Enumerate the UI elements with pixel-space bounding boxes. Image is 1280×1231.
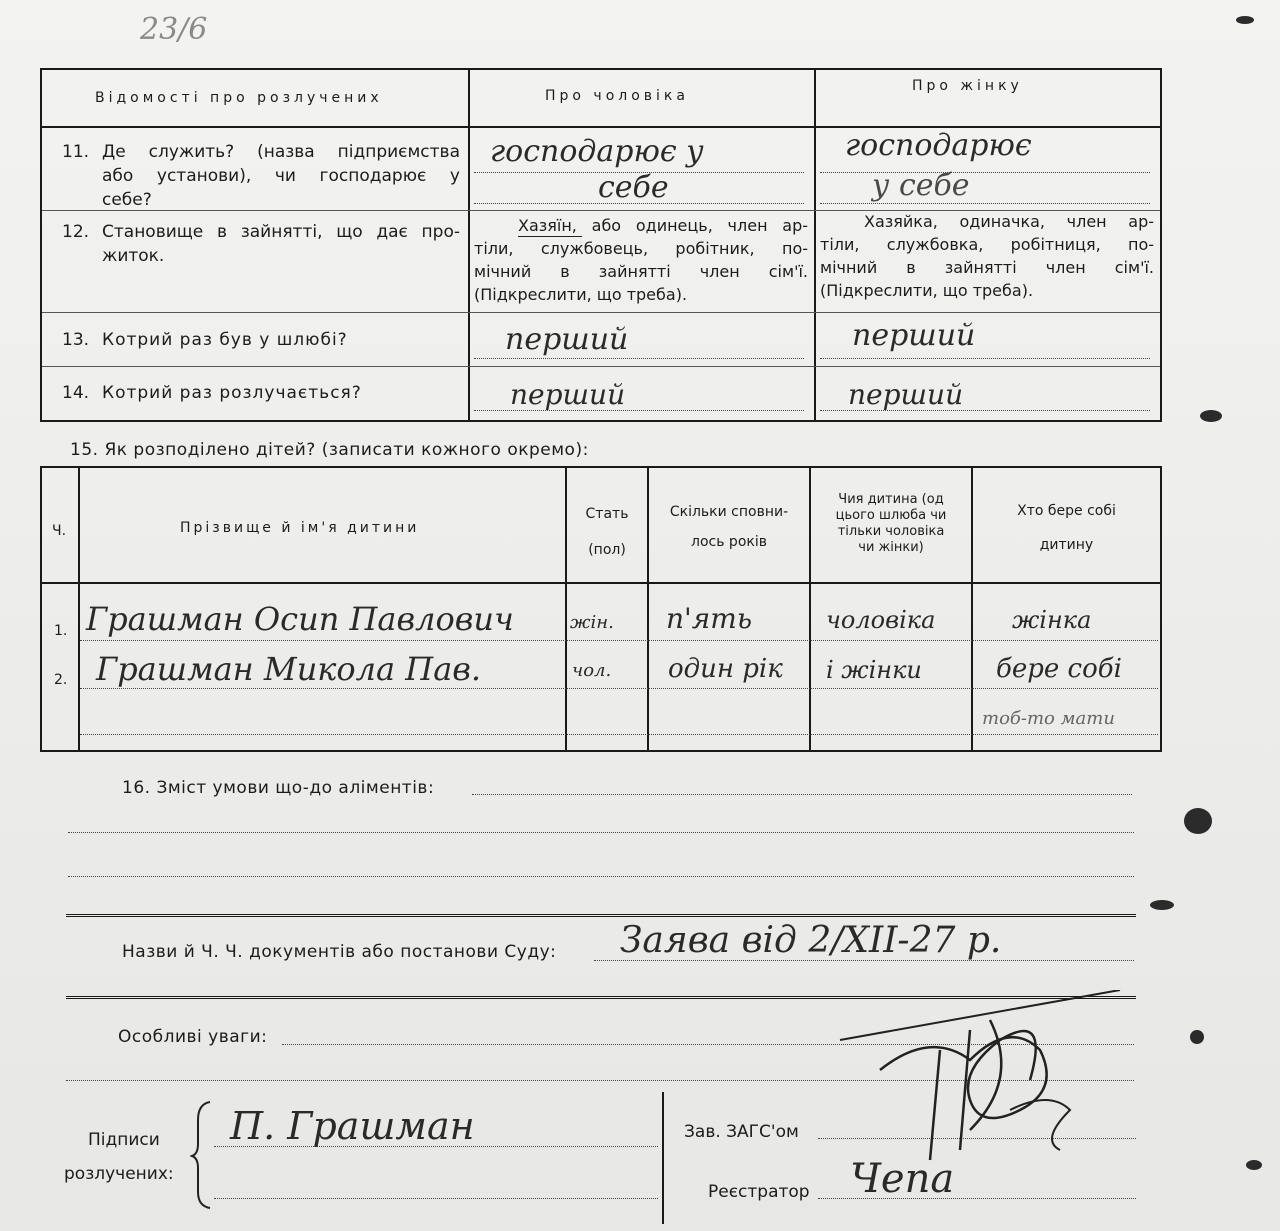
child1-no: 1. xyxy=(54,623,68,639)
row11-husband-answer-1: господарює у xyxy=(490,134,704,169)
child1-name: Грашман Осип Павлович xyxy=(86,600,514,638)
row14-question: Котрий раз розлучається? xyxy=(102,383,362,403)
row12-question: Становище в зайнятті, що дає про- житок. xyxy=(102,222,460,266)
underline-mark xyxy=(518,236,582,237)
header-child-name: Прізвище й ім'я дитини xyxy=(180,520,420,536)
header-wife: Про жінку xyxy=(912,78,1023,94)
registrar-signature: Чепа xyxy=(850,1156,955,1202)
row11-wife-answer-1: господарює xyxy=(845,128,1032,163)
header-husband: Про чоловіка xyxy=(545,88,689,104)
child1-takes: жінка xyxy=(1012,606,1092,634)
header-takes: Хто бере собі дитину xyxy=(1017,503,1116,553)
header-info: Відомості про розлучених xyxy=(95,90,383,106)
corner-number: 23/6 xyxy=(140,12,208,47)
row14-wife-answer: перший xyxy=(848,378,964,411)
child2-sex: чол. xyxy=(572,660,612,681)
row11-question: Де служить? (назва підприємства або установи), чи господарює у себе? xyxy=(102,142,460,210)
row11-number: 11. xyxy=(62,142,90,162)
child2-no: 2. xyxy=(54,672,68,688)
row14-number: 14. xyxy=(62,383,90,403)
row13-wife-answer: перший xyxy=(852,318,976,353)
registrar-label: Реєстратор xyxy=(708,1182,810,1202)
brace-bracket xyxy=(190,1100,214,1210)
row11-wife-answer-2: у себе xyxy=(872,168,970,203)
remarks-label: Особливі уваги: xyxy=(118,1027,268,1047)
header-no: Ч. xyxy=(52,523,67,539)
child1-sex: жін. xyxy=(570,612,614,633)
documents-value: Заява від 2/XII-27 р. xyxy=(620,920,1002,961)
row12-husband-options: Хазяїн, або одинець, член ар- тіли, службовець, робітник, по- мічний в зайнятті член сім'ї. (Підкреслити, що треба). xyxy=(474,216,808,304)
row12-number: 12. xyxy=(62,222,90,242)
signatures-label-2: розлучених: xyxy=(64,1164,174,1184)
paper-damage xyxy=(1246,1160,1262,1170)
child1-age: п'ять xyxy=(666,602,753,635)
row13-husband-answer: перший xyxy=(505,322,629,357)
header-age: Скільки сповни- лось років xyxy=(669,504,789,550)
alimony-label: 16. Зміст умови що-до аліментів: xyxy=(122,778,435,798)
row13-question: Котрий раз був у шлюбі? xyxy=(102,330,348,350)
header-sex: Стать (пол) xyxy=(585,506,629,558)
signatures-label-1: Підписи xyxy=(88,1130,160,1150)
documents-label: Назви й Ч. Ч. документів або постанови Суду: xyxy=(122,942,557,962)
child-takes-note: тоб-то мати xyxy=(982,708,1115,729)
divorcee-signature: П. Грашман xyxy=(230,1104,475,1148)
row11-husband-answer-2: себе xyxy=(598,170,669,205)
row14-husband-answer: перший xyxy=(510,378,626,411)
paper-damage xyxy=(1184,808,1212,834)
child2-takes: бере собі xyxy=(996,654,1122,684)
child2-age: один рік xyxy=(668,654,783,684)
head-signature-scribble xyxy=(820,990,1150,1170)
child1-whose: чоловіка xyxy=(826,606,936,634)
paper-damage xyxy=(1236,16,1254,24)
section-divider xyxy=(66,914,1136,917)
header-whose: Чия дитина (од цього шлюба чи тільки чоловіка чи жінки) xyxy=(835,492,947,555)
paper-damage xyxy=(1200,410,1222,422)
child2-whose: і жінки xyxy=(826,656,922,684)
row13-number: 13. xyxy=(62,330,90,350)
paper-damage xyxy=(1190,1030,1204,1044)
children-question: 15. Як розподілено дітей? (записати кожного окремо): xyxy=(70,440,589,460)
head-label: Зав. ЗАГС'ом xyxy=(684,1122,799,1142)
row12-wife-options: Хазяйка, одиначка, член ар- тіли, службовка, робітниця, по- мічний в зайнятті член сім'ї. (Підкреслити, що треба). xyxy=(820,212,1154,300)
paper-damage xyxy=(1150,900,1174,910)
child2-name: Грашман Микола Пав. xyxy=(96,650,482,688)
